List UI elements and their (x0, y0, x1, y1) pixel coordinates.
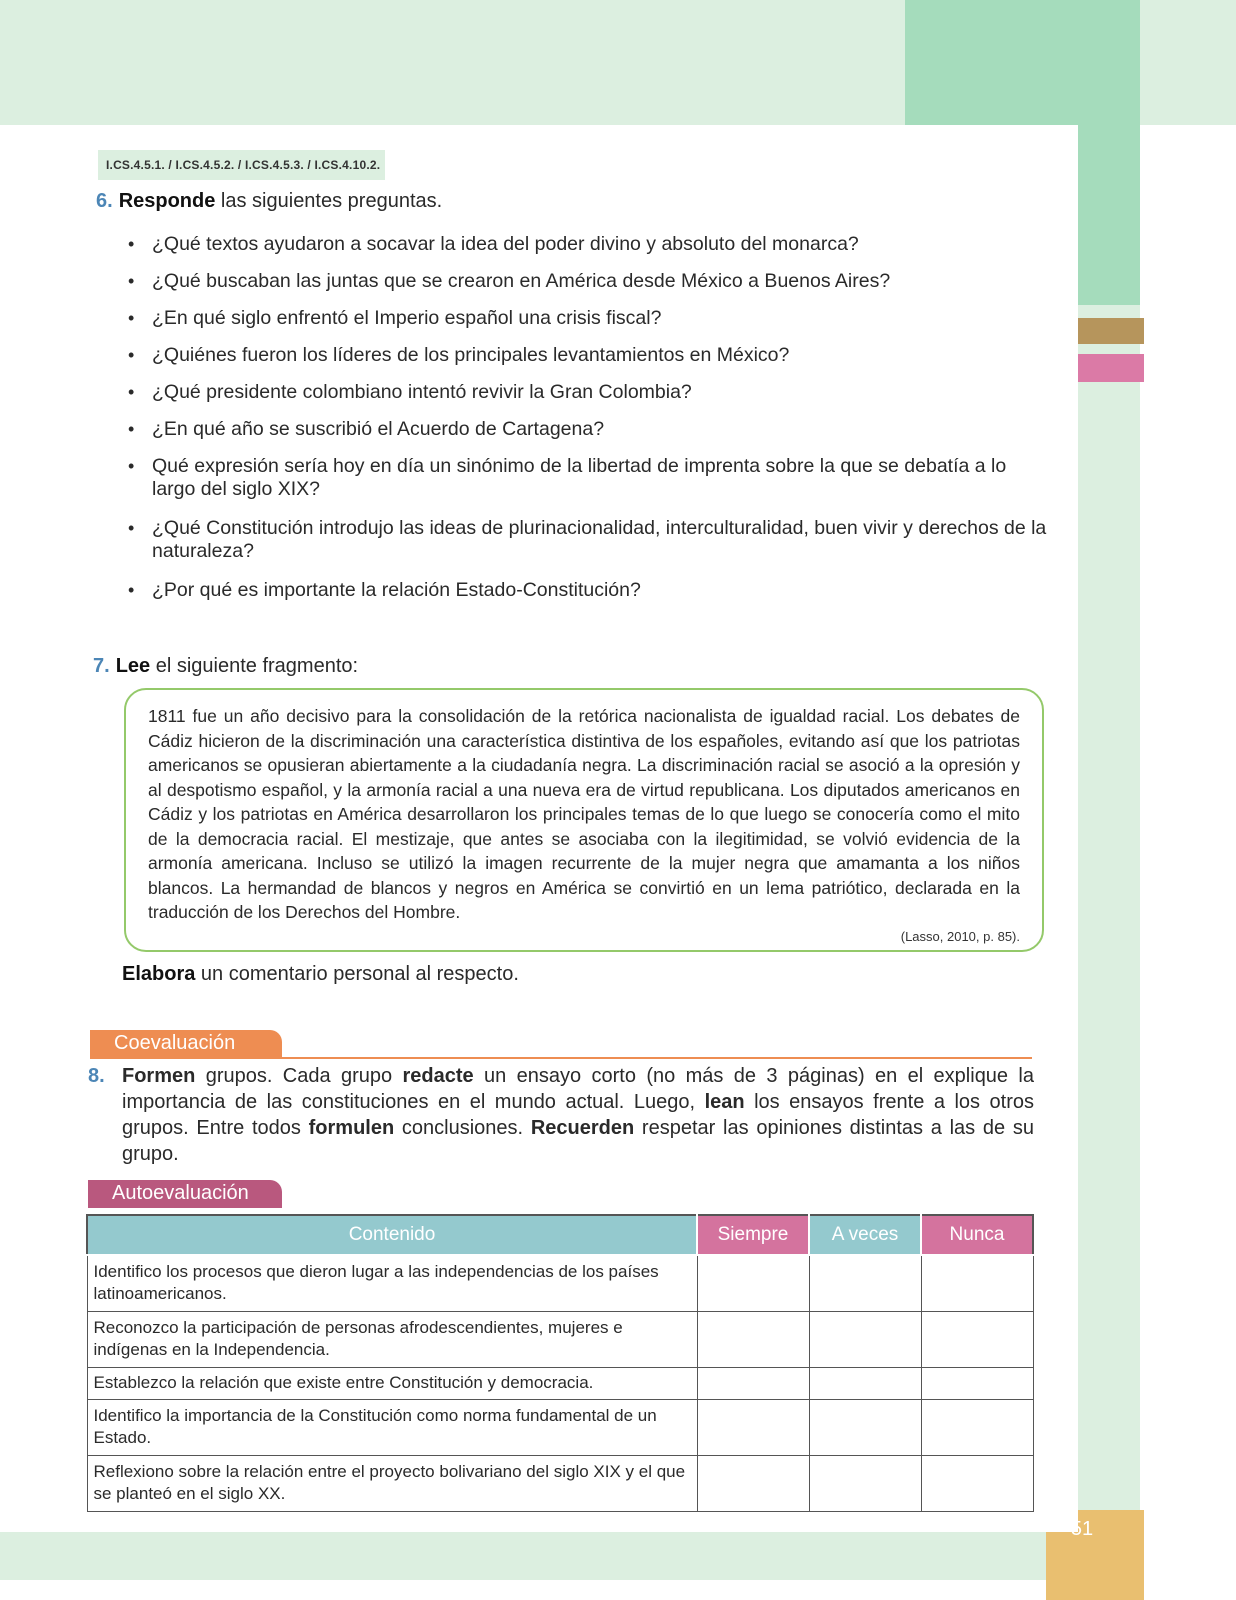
list-item: • ¿Qué textos ayudaron a socavar la idea del poder divino y absoluto del monarca? (128, 233, 1048, 256)
table-row (87, 1367, 1033, 1399)
verb-lean: lean (704, 1091, 745, 1113)
text-segment: los ensayos frente a los otros grupos. Entre todos (122, 1091, 1034, 1139)
verb-redacte: redacte (402, 1065, 474, 1087)
list-item: • ¿Por qué es importante la relación Estado-Constitución? (128, 579, 1048, 602)
table-row (87, 1455, 1033, 1511)
cell-nunca[interactable] (921, 1311, 1033, 1367)
text-segment: conclusiones. (394, 1117, 531, 1139)
cell-nunca[interactable] (921, 1255, 1033, 1311)
question-8-text (88, 1063, 1034, 1167)
question-7-title (93, 655, 358, 678)
table-header-row (87, 1215, 1033, 1255)
coevaluacion-rule (90, 1057, 1032, 1059)
verb-recuerden: Recuerden (530, 1117, 635, 1139)
row-content: Identifico los procesos que dieron lugar a las independencias de los países latinoamericanos. (87, 1255, 697, 1311)
question-number: 8. (88, 1065, 105, 1087)
list-item: • Qué expresión sería hoy en día un sinónimo de la libertad de imprenta sobre la que se debatía a lo largo del siglo XIX? (128, 455, 1048, 501)
cell-nunca[interactable] (921, 1367, 1033, 1399)
question-6-list (128, 233, 1048, 602)
cell-siempre[interactable] (697, 1367, 809, 1399)
cell-a-veces[interactable] (809, 1455, 921, 1511)
verb-formulen: formulen (308, 1117, 395, 1139)
cell-a-veces[interactable] (809, 1311, 921, 1367)
question-8 (88, 1063, 1034, 1167)
cell-a-veces[interactable] (809, 1255, 921, 1311)
header-a-veces: A veces (809, 1215, 921, 1255)
right-margin-band (1078, 305, 1140, 1600)
row-content: Identifico la importancia de la Constitución como norma fundamental de un Estado. (87, 1399, 697, 1455)
quote-text: 1811 fue un año decisivo para la consolidación de la retórica nacionalista de igualdad racial. Los debates de Cádiz hicieron de la discriminación una característica distintiva de los españoles, evitando así que los patriotas americanos se opusieran abiertamente a la ciudadanía negra. La discriminación racial se asoció a la opresión y al despotismo español, y la armonía racial a una nueva era de virtud republicana. Los diputados americanos en Cádiz y los patriotas en América desarrollaron los principales temas de lo que luego se conocería como el mito de la democracia racial. El mestizaje, que antes se asociaba con la ilegitimidad, se volvió evidencia de la armonía americana. Incluso se utilizó la imagen recurrente de la mujer negra que amamanta a los niños blancos. La hermandad de blancos y negros en América se convirtió en un lema patriótico, declarada en la traducción de los Derechos del Hombre. (148, 706, 1020, 922)
bottom-band (0, 1532, 1140, 1580)
followup-verb: Elabora (122, 963, 196, 985)
list-item: • ¿Qué Constitución introdujo las ideas de plurinacionalidad, interculturalidad, buen vivir y derechos de la naturaleza? (128, 517, 1048, 563)
header-contenido: Contenido (87, 1215, 697, 1255)
verb-formen: Formen (122, 1065, 196, 1087)
table-row (87, 1399, 1033, 1455)
list-item: • ¿En qué siglo enfrentó el Imperio español una crisis fiscal? (128, 307, 1048, 330)
cell-siempre[interactable] (697, 1311, 809, 1367)
question-number: 6. (96, 190, 113, 212)
row-content: Reflexiono sobre la relación entre el proyecto bolivariano del siglo XIX y el que se planteó en el siglo XX. (87, 1455, 697, 1511)
autoevaluacion-heading: Autoevaluación (88, 1180, 282, 1208)
list-item: • ¿En qué año se suscribió el Acuerdo de Cartagena? (128, 418, 1048, 441)
cell-a-veces[interactable] (809, 1399, 921, 1455)
cell-siempre[interactable] (697, 1399, 809, 1455)
header-siempre: Siempre (697, 1215, 809, 1255)
text-segment: un ensayo corto (no más de 3 páginas) en el explique la importancia de las constituciones en el mundo actual. Luego, (122, 1065, 1034, 1113)
cell-siempre[interactable] (697, 1455, 809, 1511)
table-row (87, 1311, 1033, 1367)
quote-box (124, 688, 1044, 952)
self-assessment-table (86, 1214, 1034, 1512)
list-item: • ¿Qué presidente colombiano intentó revivir la Gran Colombia? (128, 381, 1048, 404)
question-7-followup (122, 963, 519, 986)
table-row (87, 1255, 1033, 1311)
row-content: Establezco la relación que existe entre Constitución y democracia. (87, 1367, 697, 1399)
indicator-codes: I.CS.4.5.1. / I.CS.4.5.2. / I.CS.4.5.3. / I.CS.4.10.2. (98, 150, 385, 180)
question-verb: Responde (118, 190, 216, 212)
question-verb: Lee (115, 655, 151, 677)
cell-siempre[interactable] (697, 1255, 809, 1311)
coevaluacion-heading: Coevaluación (90, 1030, 282, 1058)
header-nunca: Nunca (921, 1215, 1033, 1255)
cell-nunca[interactable] (921, 1399, 1033, 1455)
quote-citation: (Lasso, 2010, p. 85). (900, 928, 1020, 944)
text-segment: respetar las opiniones distintas a las de su grupo. (122, 1117, 1035, 1165)
text-segment: grupos. Cada grupo (195, 1065, 403, 1087)
cell-nunca[interactable] (921, 1455, 1033, 1511)
cell-a-veces[interactable] (809, 1367, 921, 1399)
page-number: 51 (1070, 1518, 1094, 1540)
list-item: • ¿Qué buscaban las juntas que se crearon en América desde México a Buenos Aires? (128, 270, 1048, 293)
edge-tab-brown (1078, 318, 1144, 344)
list-item: • ¿Quiénes fueron los líderes de los principales levantamientos en México? (128, 344, 1048, 367)
edge-tab-pink (1078, 354, 1144, 382)
row-content: Reconozco la participación de personas afrodescendientes, mujeres e indígenas en la Independencia. (87, 1311, 697, 1367)
followup-text: un comentario personal al respecto. (195, 963, 519, 985)
question-number: 7. (93, 655, 110, 677)
question-6-title (96, 190, 442, 213)
question-text: el siguiente fragmento: (150, 655, 359, 677)
question-text: las siguientes preguntas. (215, 190, 443, 212)
